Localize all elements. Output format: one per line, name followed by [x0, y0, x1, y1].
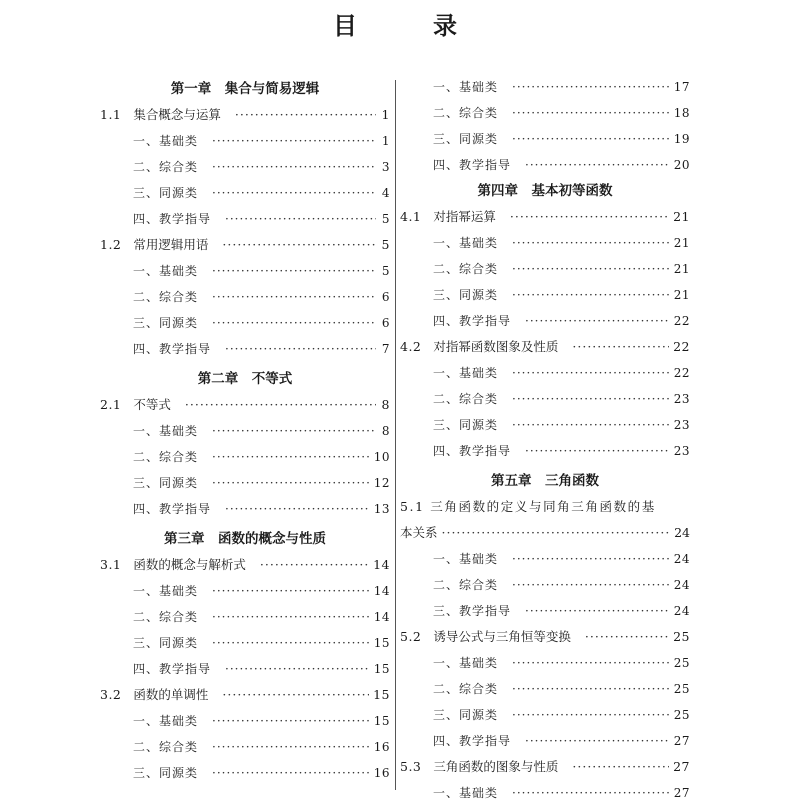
- page-number: 12: [373, 476, 390, 490]
- leader-dots: [512, 702, 670, 728]
- section-title: 函数的概念与解析式: [133, 557, 246, 572]
- subentry-title: 三、同源类: [133, 476, 199, 490]
- subentry-title: 四、教学指导: [133, 502, 212, 516]
- page-number: 8: [381, 397, 390, 412]
- section-title: 集合概念与运算: [133, 107, 221, 122]
- leader-dots: [572, 754, 669, 780]
- page-number: 6: [381, 316, 390, 330]
- subentry-title: 二、综合类: [433, 262, 499, 276]
- page-number: 15: [373, 636, 390, 650]
- page-number: 14: [373, 584, 390, 598]
- leader-dots: [512, 282, 670, 308]
- leader-dots: [212, 180, 376, 206]
- toc-section-5-1[interactable]: [400, 494, 690, 546]
- section-number: 5.2: [400, 629, 422, 644]
- page-number: 25: [673, 682, 690, 696]
- leader-dots: [212, 258, 376, 284]
- toc-subentry[interactable]: [100, 656, 390, 682]
- page-number: 15: [373, 714, 390, 728]
- subentry-title: 三、同源类: [133, 636, 199, 650]
- toc-subentry[interactable]: [400, 126, 690, 152]
- toc-subentry[interactable]: [100, 258, 390, 284]
- subentry-title: 二、综合类: [133, 450, 199, 464]
- subentry-title: 二、综合类: [133, 290, 199, 304]
- section-title: 对指幂运算: [433, 209, 496, 224]
- section-number: 4.1: [400, 209, 422, 224]
- leader-dots: [212, 630, 370, 656]
- section-number: 4.2: [400, 339, 422, 354]
- leader-dots: [222, 232, 376, 258]
- leader-dots: [212, 418, 376, 444]
- toc-right-column: [400, 74, 690, 806]
- leader-dots: [525, 308, 670, 334]
- section-number: 5.1: [400, 499, 425, 514]
- page-number: 24: [673, 578, 690, 592]
- page-number: 27: [673, 786, 690, 800]
- page-number: 3: [381, 160, 390, 174]
- toc-subentry[interactable]: [100, 180, 390, 206]
- leader-dots: [212, 604, 370, 630]
- page-number: 1: [381, 134, 390, 148]
- subentry-title: 二、综合类: [133, 610, 199, 624]
- page-number: 24: [673, 604, 690, 618]
- page-number: 6: [381, 290, 390, 304]
- toc-subentry[interactable]: [400, 230, 690, 256]
- toc-subentry[interactable]: [400, 256, 690, 282]
- subentry-title: 二、综合类: [133, 160, 199, 174]
- leader-dots: [512, 412, 670, 438]
- leader-dots: [510, 204, 669, 230]
- subentry-title: 一、基础类: [433, 366, 499, 380]
- page-number: 25: [673, 629, 690, 644]
- toc-section-3-2[interactable]: [100, 682, 390, 708]
- subentry-title: 一、基础类: [433, 786, 499, 800]
- page-number: 19: [673, 132, 690, 146]
- chapter-3-heading[interactable]: 第三章 函数的概念与性质: [164, 531, 326, 547]
- section-title: 三角函数的图象与性质: [433, 759, 559, 774]
- subentry-title: 一、基础类: [133, 714, 199, 728]
- toc-subentry[interactable]: [400, 572, 690, 598]
- toc-subentry[interactable]: [100, 760, 390, 786]
- page-number: 13: [373, 502, 390, 516]
- leader-dots: [185, 392, 376, 418]
- leader-dots: [212, 128, 376, 154]
- toc-subentry[interactable]: [100, 496, 390, 522]
- toc-subentry[interactable]: [100, 284, 390, 310]
- toc-subentry[interactable]: [400, 780, 690, 806]
- leader-dots: [212, 708, 370, 734]
- subentry-title: 三、同源类: [133, 186, 199, 200]
- leader-dots: [572, 334, 669, 360]
- leader-dots: [512, 676, 670, 702]
- leader-dots: [225, 656, 370, 682]
- subentry-title: 三、同源类: [433, 288, 499, 302]
- page-number: 22: [673, 339, 690, 354]
- leader-dots: [212, 578, 370, 604]
- toc-subentry[interactable]: [400, 650, 690, 676]
- toc-subentry[interactable]: [400, 100, 690, 126]
- subentry-title: 四、教学指导: [433, 734, 512, 748]
- page-number: 15: [373, 662, 390, 676]
- leader-dots: [235, 102, 376, 128]
- toc-subentry[interactable]: [100, 310, 390, 336]
- toc-subentry[interactable]: [400, 282, 690, 308]
- leader-dots: [222, 682, 369, 708]
- subentry-title: 一、基础类: [433, 656, 499, 670]
- leader-dots: [512, 256, 670, 282]
- section-title: 不等式: [133, 397, 171, 412]
- toc-subentry[interactable]: [400, 438, 690, 464]
- leader-dots: [525, 438, 670, 464]
- toc-section-4-2[interactable]: [400, 334, 690, 360]
- toc-subentry[interactable]: [100, 418, 390, 444]
- leader-dots: [212, 760, 370, 786]
- page-number: 23: [673, 392, 690, 406]
- toc-section-2-1[interactable]: [100, 392, 390, 418]
- page-number: 23: [673, 444, 690, 458]
- toc-section-1-2[interactable]: [100, 232, 390, 258]
- subentry-title: 三、同源类: [433, 418, 499, 432]
- leader-dots: [212, 310, 376, 336]
- subentry-title: 四、教学指导: [133, 662, 212, 676]
- subentry-title: 一、基础类: [133, 264, 199, 278]
- toc-subentry[interactable]: [100, 578, 390, 604]
- toc-subentry[interactable]: [400, 412, 690, 438]
- toc-section-5-2[interactable]: [400, 624, 690, 650]
- toc-subentry[interactable]: [100, 604, 390, 630]
- subentry-title: 一、基础类: [433, 552, 499, 566]
- section-title: 函数的单调性: [133, 687, 209, 702]
- subentry-title: 一、基础类: [133, 134, 199, 148]
- subentry-title: 三、教学指导: [433, 604, 512, 618]
- subentry-title: 二、综合类: [133, 740, 199, 754]
- page-number: 22: [673, 314, 690, 328]
- page-number: 15: [373, 687, 390, 702]
- section-number: 1.1: [100, 107, 122, 122]
- toc-subentry[interactable]: [100, 708, 390, 734]
- page-number: 5: [381, 264, 390, 278]
- page-number: 24: [673, 552, 690, 566]
- toc-subentry[interactable]: [100, 470, 390, 496]
- toc-subentry[interactable]: [100, 630, 390, 656]
- toc-section-4-1[interactable]: [400, 204, 690, 230]
- page-number: 7: [381, 342, 390, 356]
- leader-dots: [512, 360, 670, 386]
- subentry-title: 三、同源类: [133, 316, 199, 330]
- page-number: 27: [673, 759, 690, 774]
- leader-dots: [525, 728, 670, 754]
- subentry-title: 三、同源类: [433, 132, 499, 146]
- toc-subentry[interactable]: [400, 598, 690, 624]
- subentry-title: 二、综合类: [433, 392, 499, 406]
- page-number: 5: [381, 212, 390, 226]
- toc-subentry[interactable]: [400, 702, 690, 728]
- section-title-line2: 本关系: [400, 525, 438, 540]
- toc-section-5-3[interactable]: [400, 754, 690, 780]
- column-divider: [395, 80, 396, 790]
- leader-dots: [512, 230, 670, 256]
- subentry-title: 四、教学指导: [433, 444, 512, 458]
- toc-subentry[interactable]: [400, 386, 690, 412]
- leader-dots: [212, 734, 370, 760]
- page-number: 4: [381, 186, 390, 200]
- page-number: 14: [373, 557, 390, 572]
- page-number: 16: [373, 766, 390, 780]
- page-number: 8: [381, 424, 390, 438]
- subentry-title: 二、综合类: [433, 106, 499, 120]
- page-number: 21: [673, 262, 690, 276]
- leader-dots: [525, 598, 670, 624]
- leader-dots: [512, 780, 670, 806]
- toc-left-column: [100, 76, 390, 786]
- page-title: 目 录: [333, 12, 483, 40]
- page-number: 25: [673, 708, 690, 722]
- chapter-5-heading[interactable]: 第五章 三角函数: [491, 473, 599, 489]
- toc-subentry[interactable]: [100, 336, 390, 362]
- section-title: 诱导公式与三角恒等变换: [433, 629, 571, 644]
- page-number: 21: [673, 209, 690, 224]
- page-number: 1: [381, 107, 390, 122]
- toc-subentry[interactable]: [400, 152, 690, 178]
- page-number: 27: [673, 734, 690, 748]
- leader-dots: [225, 206, 376, 232]
- leader-dots: [512, 650, 670, 676]
- toc-subentry[interactable]: [100, 206, 390, 232]
- page-number: 16: [373, 740, 390, 754]
- section-number: 1.2: [100, 237, 122, 252]
- leader-dots: [212, 284, 376, 310]
- toc-subentry[interactable]: [100, 154, 390, 180]
- leader-dots: [212, 444, 370, 470]
- section-title-line1: 三角函数的定义与同角三角函数的基: [430, 499, 656, 514]
- leader-dots: [512, 572, 670, 598]
- page-number: 23: [673, 418, 690, 432]
- page-number: 17: [673, 80, 690, 94]
- page-number: 25: [673, 656, 690, 670]
- toc-subentry[interactable]: [100, 734, 390, 760]
- page-number: 20: [673, 158, 690, 172]
- toc-section-1-1[interactable]: [100, 102, 390, 128]
- page-number: 5: [381, 237, 390, 252]
- page-number: 22: [673, 366, 690, 380]
- leader-dots: [225, 336, 376, 362]
- leader-dots: [212, 154, 376, 180]
- subentry-title: 一、基础类: [133, 424, 199, 438]
- page-number: 18: [673, 106, 690, 120]
- subentry-title: 三、同源类: [433, 708, 499, 722]
- section-number: 3.1: [100, 557, 122, 572]
- page-number: 21: [673, 236, 690, 250]
- toc-subentry[interactable]: [400, 728, 690, 754]
- leader-dots: [512, 74, 670, 100]
- page-number: 24: [674, 525, 690, 540]
- toc-subentry[interactable]: [400, 676, 690, 702]
- subentry-title: 四、教学指导: [433, 314, 512, 328]
- page-number: 21: [673, 288, 690, 302]
- toc-subentry[interactable]: [400, 360, 690, 386]
- subentry-title: 一、基础类: [433, 236, 499, 250]
- subentry-title: 二、综合类: [433, 578, 499, 592]
- subentry-title: 四、教学指导: [133, 342, 212, 356]
- section-number: 2.1: [100, 397, 122, 412]
- leader-dots: [212, 470, 370, 496]
- subentry-title: 三、同源类: [133, 766, 199, 780]
- leader-dots: [512, 546, 670, 572]
- subentry-title: 一、基础类: [433, 80, 499, 94]
- subentry-title: 四、教学指导: [433, 158, 512, 172]
- section-title: 对指幂函数图象及性质: [433, 339, 559, 354]
- page-number: 14: [373, 610, 390, 624]
- chapter-4-heading[interactable]: 第四章 基本初等函数: [477, 183, 613, 199]
- chapter-2-heading[interactable]: 第二章 不等式: [197, 371, 293, 387]
- section-number: 5.3: [400, 759, 422, 774]
- subentry-title: 二、综合类: [433, 682, 499, 696]
- leader-dots: [525, 152, 670, 178]
- section-number: 3.2: [100, 687, 122, 702]
- toc-subentry[interactable]: [400, 308, 690, 334]
- leader-dots: [442, 520, 671, 546]
- toc-subentry[interactable]: [100, 444, 390, 470]
- toc-subentry[interactable]: [400, 546, 690, 572]
- toc-section-3-1[interactable]: [100, 552, 390, 578]
- leader-dots: [512, 100, 670, 126]
- leader-dots: [260, 552, 369, 578]
- leader-dots: [512, 386, 670, 412]
- leader-dots: [585, 624, 669, 650]
- toc-subentry[interactable]: [400, 74, 690, 100]
- leader-dots: [512, 126, 670, 152]
- toc-subentry[interactable]: [100, 128, 390, 154]
- subentry-title: 一、基础类: [133, 584, 199, 598]
- leader-dots: [225, 496, 370, 522]
- subentry-title: 四、教学指导: [133, 212, 212, 226]
- chapter-1-heading[interactable]: 第一章 集合与简易逻辑: [170, 81, 320, 97]
- page-number: 10: [373, 450, 390, 464]
- section-title: 常用逻辑用语: [133, 237, 209, 252]
